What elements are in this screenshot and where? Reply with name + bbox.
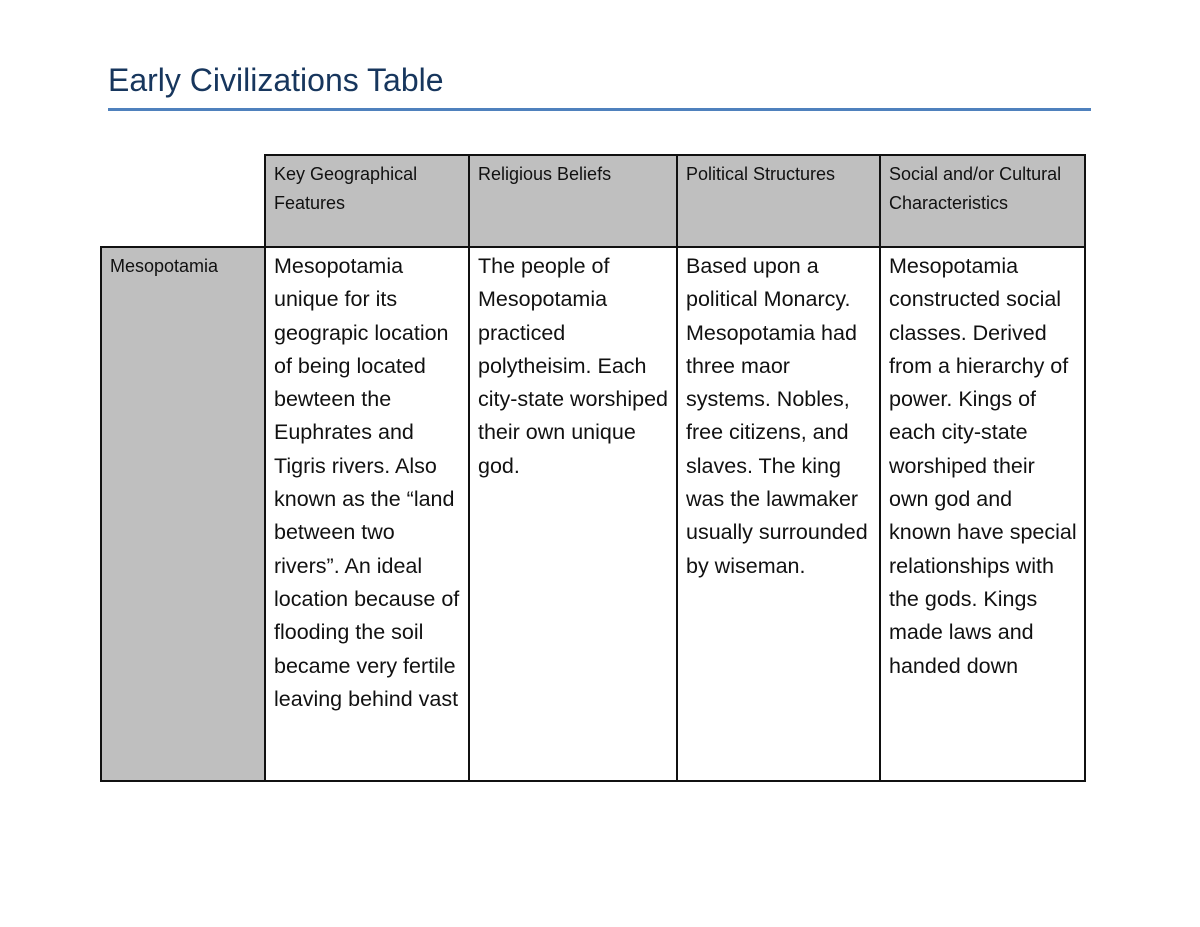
table-header-row [101,155,1085,247]
row-header-mesopotamia: Mesopotamia [101,247,265,781]
cell-social: Mesopotamia constructed social classes. Derived from a hierarchy of power. Kings of each city-state worshiped their own god and known have special relationships with the gods. Kings made laws and handed down [880,247,1085,781]
table-row [101,247,1085,781]
cell-religion: The people of Mesopotamia practiced polytheisim. Each city-state worshiped their own unique god. [469,247,677,781]
column-header-social: Social and/or Cultural Characteristics [880,155,1085,247]
page-title: Early Civilizations Table [108,62,444,98]
column-header-geography: Key Geographical Features [265,155,469,247]
cell-politics: Based upon a political Monarcy. Mesopotamia had three maor systems. Nobles, free citizens, and slaves. The king was the lawmaker usually surrounded by wiseman. [677,247,880,781]
cell-geography: Mesopotamia unique for its geograpic location of being located bewteen the Euphrates and Tigris rivers. Also known as the “land between two rivers”. An ideal location because of flooding the soil became very fertile leaving behind vast [265,247,469,781]
title-underline [108,108,1091,111]
column-header-politics: Political Structures [677,155,880,247]
civilizations-table [100,154,1086,782]
column-header-religion: Religious Beliefs [469,155,677,247]
table-corner-cell [101,155,265,247]
